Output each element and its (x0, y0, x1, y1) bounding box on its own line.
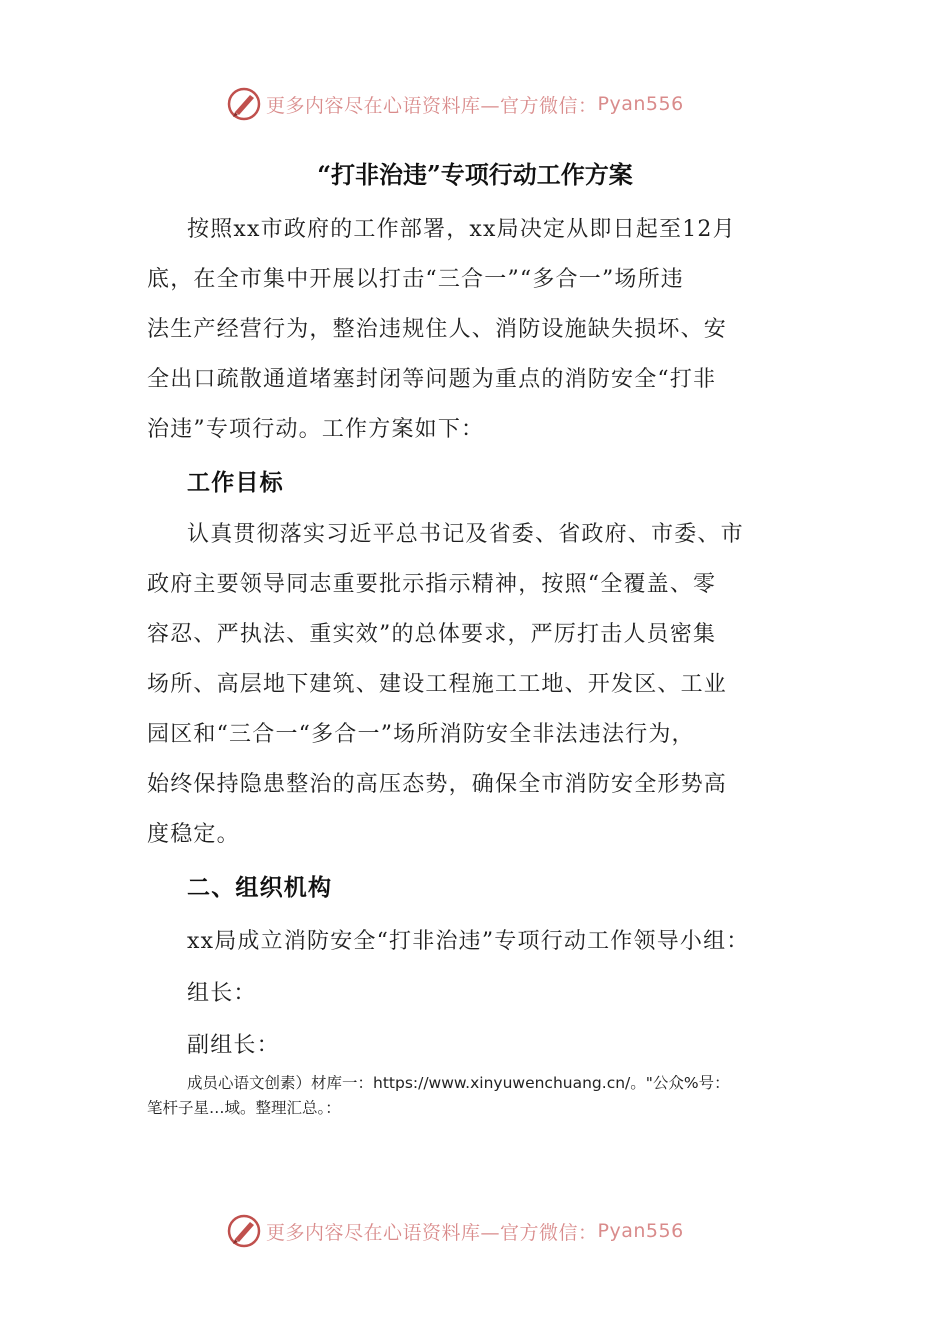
watermark-id: Pyan556 (597, 93, 684, 115)
org-leader: 组长： (187, 981, 257, 1006)
section-heading-org: 二、组织机构 (187, 874, 333, 901)
intro-line-2: 底，在全市集中开展以打击“三合一”“多合一”场所违 (147, 267, 684, 292)
watermark-banner-bottom (226, 1211, 684, 1251)
watermark-banner-top (226, 84, 684, 124)
intro-line-5: 治违”专项行动。工作方案如下： (147, 417, 485, 442)
section-heading-goal: 工作目标 (187, 469, 284, 496)
goal-line-6: 始终保持隐患整治的高压态势，确保全市消防安全形势高 (147, 772, 728, 797)
members-note-line-1: 成员心语文创素）材库一：https://www.xinyuwenchuang.cn/。"公众%号： (187, 1074, 730, 1092)
goal-line-4: 场所、高层地下建筑、建设工程施工工地、开发区、工业 (147, 672, 728, 697)
pen-nib-logo-icon (226, 86, 262, 122)
goal-line-1: 认真贯彻落实习近平总书记及省委、省政府、市委、市 (187, 522, 744, 547)
intro-line-4: 全出口疏散通道堵塞封闭等问题为重点的消防安全“打非 (147, 367, 717, 392)
goal-line-3: 容忍、严执法、重实效”的总体要求，严厉打击人员密集 (147, 622, 717, 647)
document-title: “打非治违”专项行动工作方案 (317, 160, 633, 189)
goal-line-5: 园区和“三合一“多合一”场所消防安全非法违法行为， (147, 722, 695, 747)
watermark-id: Pyan556 (597, 1220, 684, 1242)
pen-nib-logo-icon (226, 1213, 262, 1249)
watermark-text: 更多内容尽在心语资料库—官方微信： (266, 94, 598, 117)
goal-line-2: 政府主要领导同志重要批示指示精神，按照“全覆盖、零 (147, 572, 717, 597)
watermark-text: 更多内容尽在心语资料库—官方微信： (266, 1221, 598, 1244)
intro-line-3: 法生产经营行为，整治违规住人、消防设施缺失损坏、安 (147, 317, 728, 342)
org-line-1: xx局成立消防安全“打非治违”专项行动工作领导小组： (187, 929, 750, 954)
intro-line-1: 按照xx市政府的工作部署，xx局决定从即日起至12月 (187, 217, 736, 242)
org-deputy-leader: 副组长： (187, 1033, 280, 1058)
goal-line-7: 度稳定。 (147, 822, 240, 847)
members-note-line-2: 笔杆子星…域。整理汇总。： (147, 1099, 341, 1117)
